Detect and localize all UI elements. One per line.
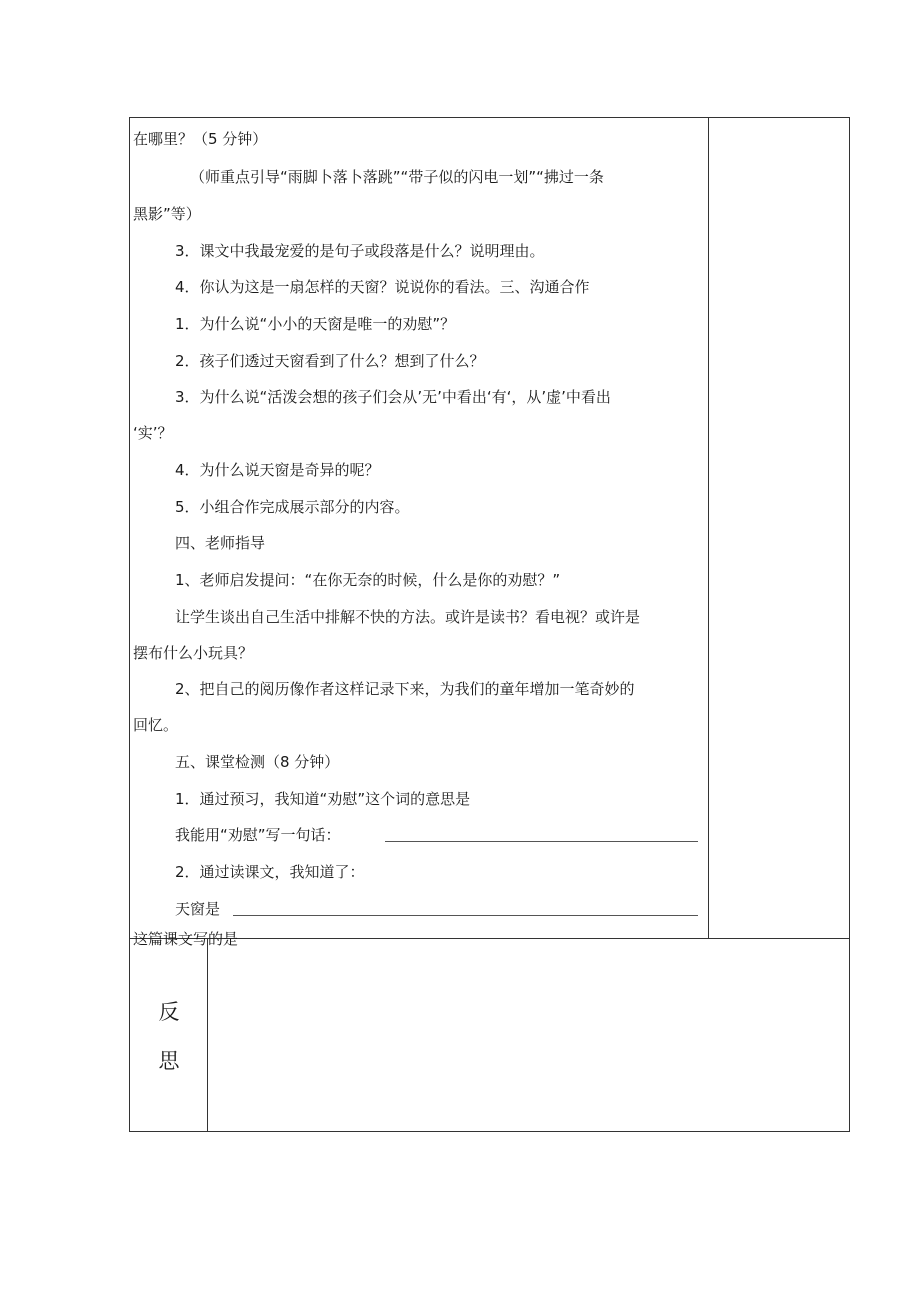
lesson-line: 2．通过读课文，我知道了： — [175, 863, 365, 881]
reflection-label-char: 思 — [158, 1049, 180, 1073]
lesson-line: 五、课堂检测（8 分钟） — [175, 753, 340, 771]
lesson-line: 四、老师指导 — [175, 534, 266, 552]
lesson-line: 1．为什么说“小小的天窗是唯一的劝慰”？ — [175, 315, 456, 333]
reflection-label-cell — [130, 939, 208, 1131]
lesson-line: 1．通过预习，我知道“劝慰”这个词的意思是 — [175, 790, 471, 808]
reflection-row — [130, 939, 849, 1131]
answer-blank — [233, 915, 698, 916]
lesson-line: 黑影”等） — [133, 205, 201, 223]
reflection-label-char: 反 — [158, 1000, 180, 1024]
lesson-line: 5．小组合作完成展示部分的内容。 — [175, 498, 410, 516]
lesson-line: ‘实’？ — [133, 424, 173, 442]
lesson-line: 3．课文中我最宠爱的是句子或段落是什么？说明理由。 — [175, 242, 545, 260]
answer-blank — [385, 841, 698, 842]
lesson-line: 4．你认为这是一扇怎样的天窗？说说你的看法。三、沟通合作 — [175, 278, 590, 296]
lesson-line: 这篇课文写的是 — [133, 930, 239, 948]
lesson-line: 回忆。 — [133, 716, 179, 734]
lesson-content-cell — [130, 118, 709, 948]
lesson-line: 摆布什么小玩具？ — [133, 644, 254, 662]
lesson-table — [129, 117, 850, 1132]
lesson-line: 3．为什么说“活泼会想的孩子们会从’无’中看出‘有‘，从’虚’中看出 — [175, 388, 611, 406]
lesson-line: 4．为什么说天窗是奇异的呢？ — [175, 461, 380, 479]
lesson-line: 我能用“劝慰”写一句话： — [175, 826, 341, 844]
lesson-line: 2、把自己的阅历像作者这样记录下来，为我们的童年增加一笔奇妙的 — [175, 680, 635, 698]
lesson-line: 天窗是 — [175, 900, 221, 918]
notes-cell — [709, 118, 849, 938]
lesson-line: 1、老师启发提问：“在你无奈的时候，什么是你的劝慰？” — [175, 571, 561, 589]
reflection-content-cell — [208, 939, 849, 1131]
lesson-line: （师重点引导“雨脚卜落卜落跳”“带子似的闪电一划”“拂过一条 — [190, 168, 604, 186]
lesson-line: 在哪里？（5 分钟） — [133, 130, 268, 148]
lesson-line: 2．孩子们透过天窗看到了什么？想到了什么？ — [175, 352, 485, 370]
lesson-row — [130, 118, 849, 948]
lesson-line: 让学生谈出自己生活中排解不快的方法。或许是读书？看电视？或许是 — [175, 608, 641, 626]
